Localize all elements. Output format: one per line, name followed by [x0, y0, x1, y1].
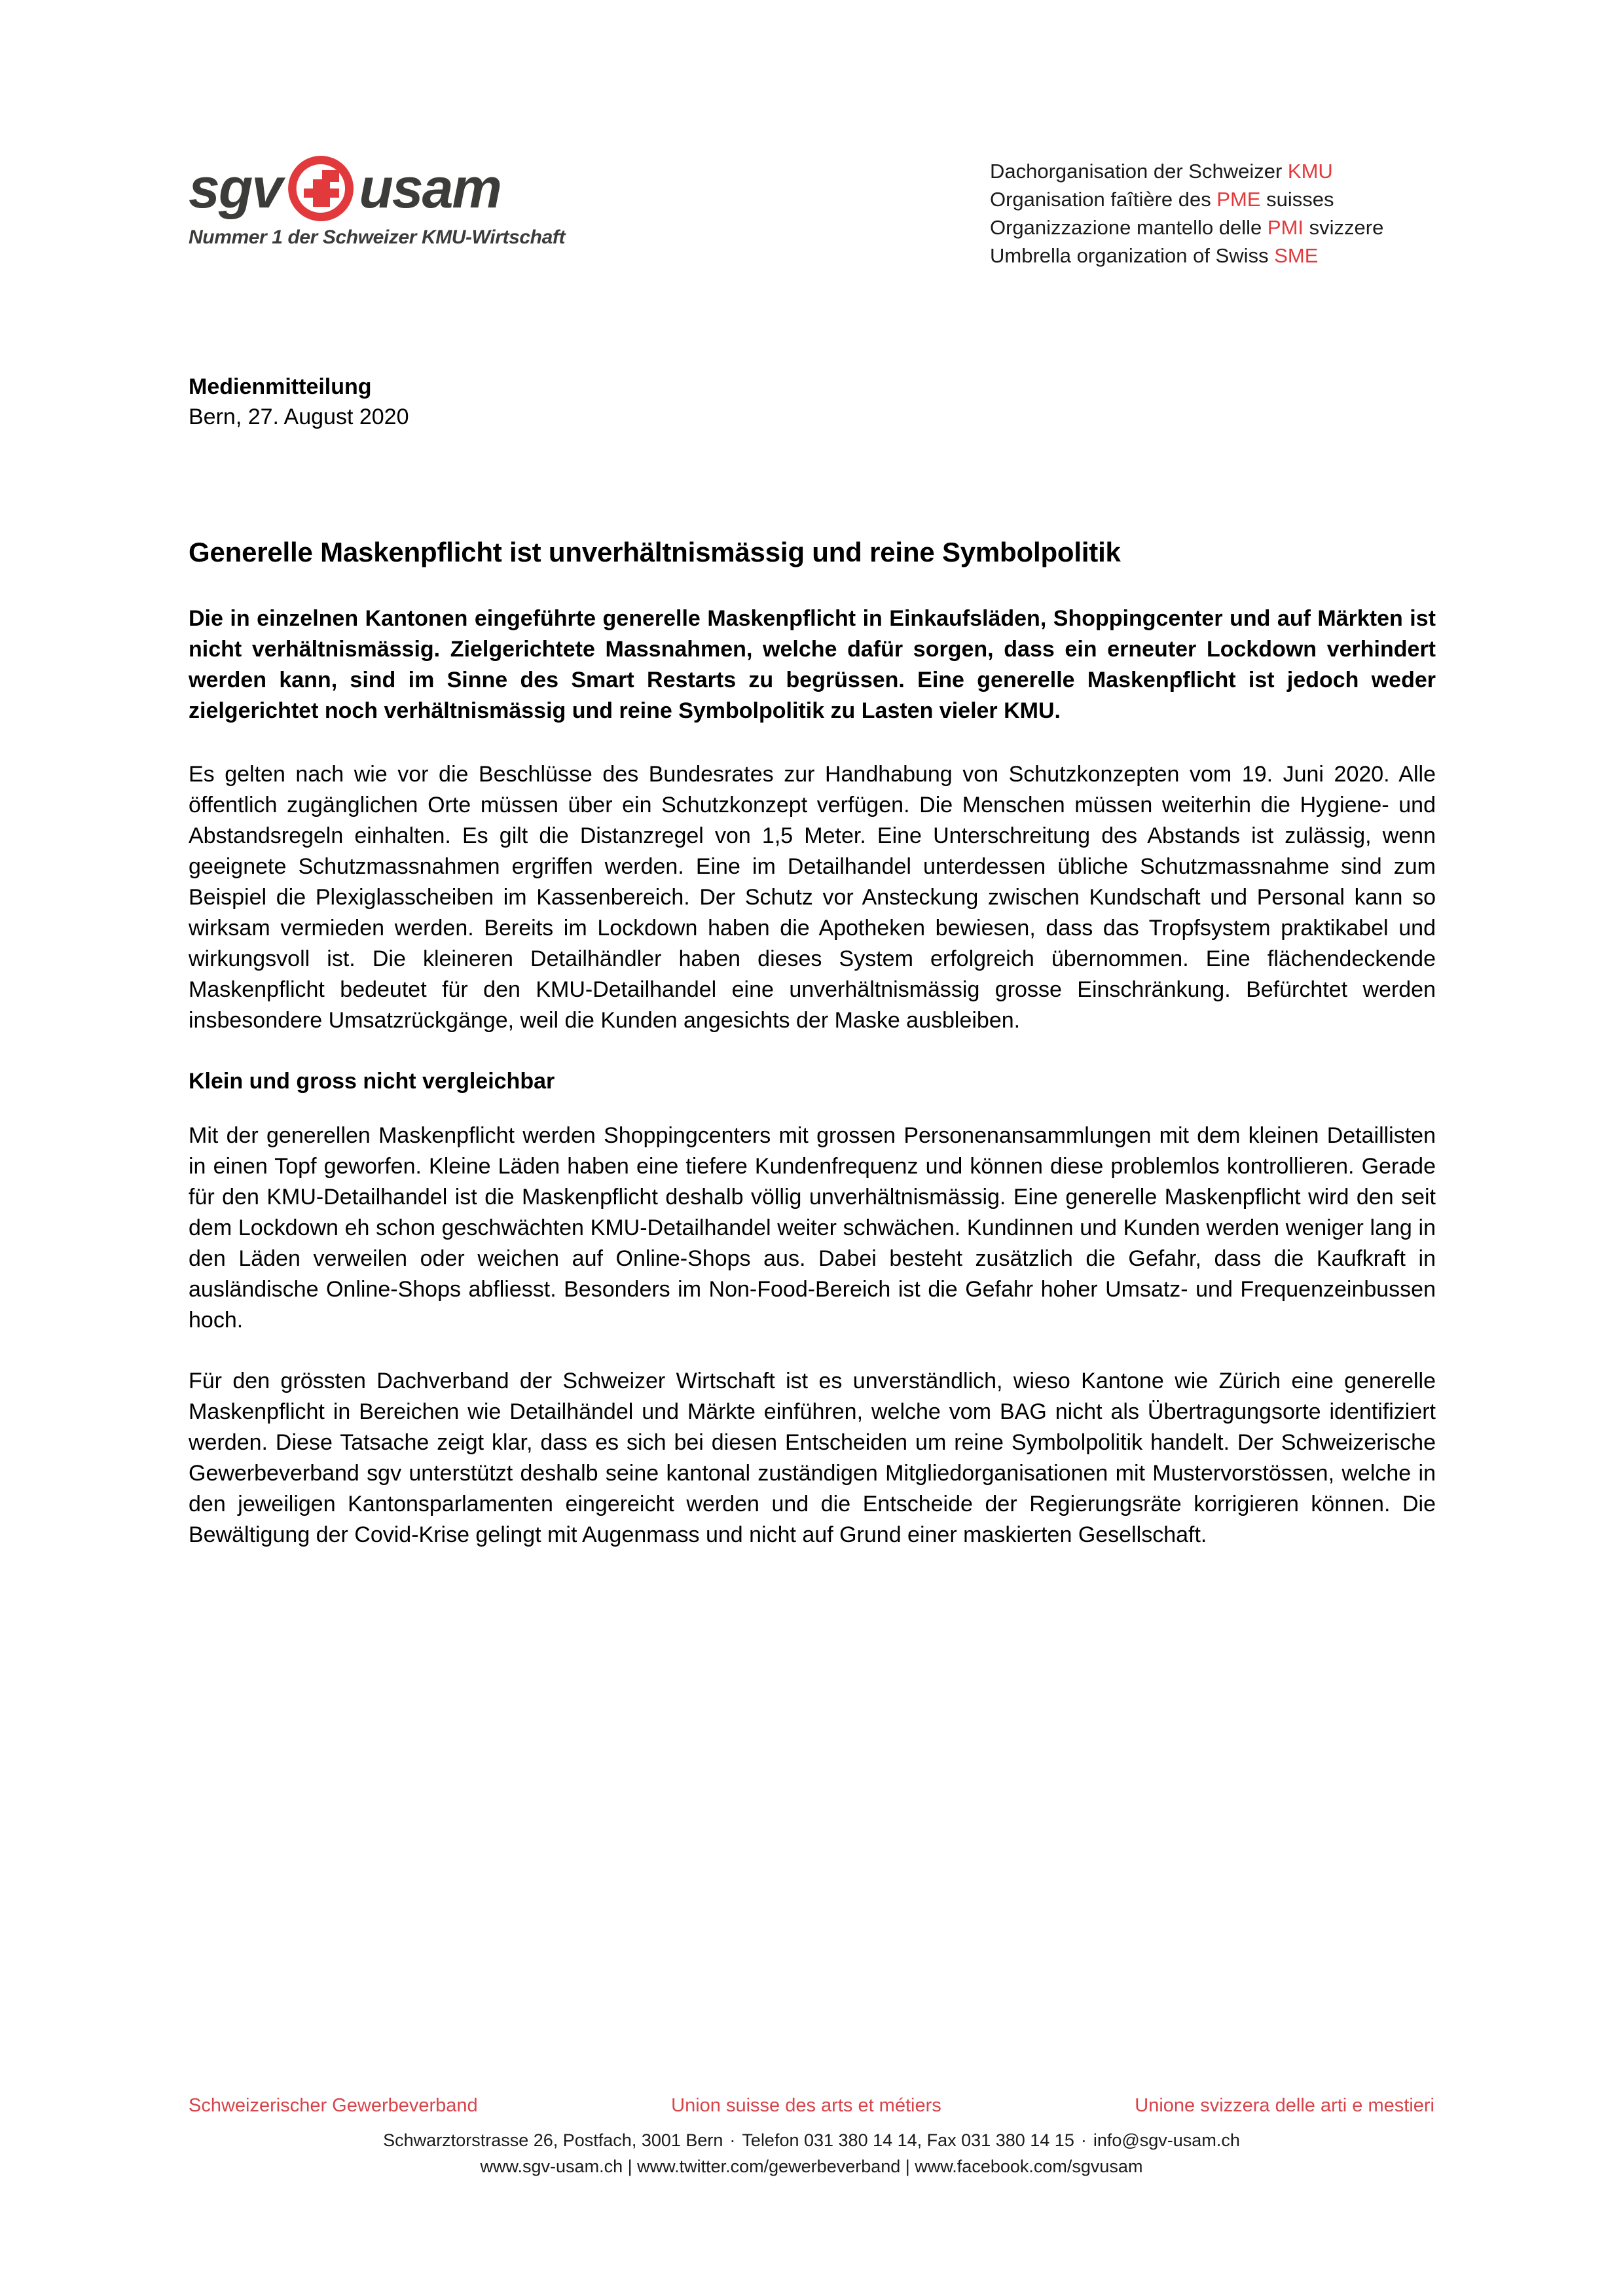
header-lang-it-prefix: Organizzazione mantello delle [990, 216, 1267, 239]
section-heading: Klein und gross nicht vergleichbar [189, 1069, 555, 1094]
header-language-line-it [990, 213, 1383, 242]
header-lang-en-prefix: Umbrella organization of Swiss [990, 244, 1275, 267]
footer-contact-line-2[interactable]: www.sgv-usam.ch | www.twitter.com/gewerbeverband | www.facebook.com/sgvusam [480, 2157, 1143, 2176]
document-body [189, 535, 1436, 1581]
sgv-usam-logo [189, 156, 594, 249]
body-paragraph-1: Es gelten nach wie vor die Beschlüsse des Bundesrates zur Handhabung von Schutzkonzepten vom 19. Juni 2020. Alle öffentlich zugänglichen Orte müssen über ein Schutzkonzept verfügen. Die Menschen müssen weiterhin die Hygiene- und Abstandsregeln einhalten. Es gilt die Distanzregel von 1,5 Meter. Eine Unterschreitung des Abstands ist zulässig, wenn geeignete Schutzmassnahmen ergriffen werden. Eine im Detailhandel unterdessen übliche Schutzmassnahme sind zum Beispiel die Plexiglasscheiben im Kassenbereich. Der Schutz vor Ansteckung zwischen Kundschaft und Personal kann so wirksam vermieden werden. Bereits im Lockdown haben die Apotheken bewiesen, dass das Tropfsystem praktikabel und wirkungsvoll ist. Die kleineren Detailhändler haben dieses System erfolgreich übernommen. Eine flächendeckende Maskenpflicht bedeutet für den KMU-Detailhandel eine unverhältnismässig grosse Einschränkung. Befürchtet werden insbesondere Umsatzrückgänge, weil die Kunden angesichts der Maske ausbleiben. [189, 762, 1436, 1033]
footer-contact-block [0, 2127, 1623, 2179]
header-lang-fr-prefix: Organisation faîtière des [990, 188, 1217, 211]
header-lang-de-accent: KMU [1287, 160, 1333, 183]
footer-separator-1: · [729, 2130, 736, 2150]
header-lang-en-accent: SME [1274, 244, 1319, 267]
footer-separator-2: · [1080, 2130, 1087, 2150]
footer-contact-line-1 [0, 2127, 1623, 2153]
body-paragraph-2: Mit der generellen Maskenpflicht werden Shoppingcenters mit grossen Personenansammlungen mit dem kleinen Detaillisten in einen Topf geworfen. Kleine Läden haben eine tiefere Kundenfrequenz und können diese problemlos kontrollieren. Gerade für den KMU-Detailhandel ist die Maskenpflicht deshalb völlig unverhältnismässig. Eine generelle Maskenpflicht wird den seit dem Lockdown eh schon geschwächten KMU-Detailhandel weiter schwächen. Kundinnen und Kunden werden weniger lang in den Läden verweilen oder weichen auf Online-Shops aus. Dabei besteht zusätzlich die Gefahr, dass die Kaufkraft in ausländische Online-Shops abfliesst. Besonders im Non-Food-Bereich ist die Gefahr hoher Umsatz- und Frequenzeinbussen hoch. [189, 1123, 1436, 1333]
place-and-date: Bern, 27. August 2020 [189, 404, 409, 429]
document-header [0, 0, 1623, 308]
page-title: Generelle Maskenpflicht ist unverhältnismässig und reine Symbolpolitik [189, 537, 1121, 567]
header-language-line-de [990, 157, 1383, 185]
header-lang-fr-accent: PME [1216, 188, 1261, 211]
header-language-line-en [990, 242, 1383, 270]
document-type-label: Medienmitteilung [189, 374, 372, 399]
header-lang-de-prefix: Dachorganisation der Schweizer [990, 160, 1288, 183]
footer-org-name-fr: Union suisse des arts et métiers [671, 2095, 941, 2116]
logo-wordmark [189, 156, 594, 221]
footer-org-name-it: Unione svizzera delle arti e mestieri [1135, 2095, 1434, 2116]
header-lang-fr-suffix: suisses [1260, 188, 1334, 211]
header-lang-it-suffix: svizzere [1304, 216, 1384, 239]
header-language-line-fr [990, 185, 1383, 213]
footer-email-link[interactable]: info@sgv-usam.ch [1093, 2130, 1240, 2150]
header-language-lines [990, 157, 1383, 270]
body-paragraph-3: Für den grössten Dachverband der Schweizer Wirtschaft ist es unverständlich, wieso Kantone wie Zürich eine generelle Maskenpflicht in Bereichen wie Detailhändel und Märkte einführen, welche vom BAG nicht als Übertragungsorte identifiziert werden. Diese Tatsache zeigt klar, dass es sich bei diesen Entscheiden um reine Symbolpolitik handelt. Der Schweizerische Gewerbeverband sgv unterstützt deshalb seine kantonal zuständigen Mitgliedorganisationen mit Mustervorstössen, welche in den jeweiligen Kantonsparlamenten eingereicht werden und die Entscheide der Regierungsräte korrigieren können. Die Bewältigung der Covid-Krise gelingt mit Augenmass und nicht auf Grund einer maskierten Gesellschaft. [189, 1369, 1436, 1547]
swiss-cross-circle-icon [284, 152, 357, 225]
footer-org-name-de: Schweizerischer Gewerbeverband [189, 2095, 478, 2116]
logo-word-sgv: sgv [189, 157, 282, 220]
logo-tagline: Nummer 1 der Schweizer KMU-Wirtschaft [189, 226, 566, 248]
document-footer [0, 2093, 1623, 2179]
lead-paragraph: Die in einzelnen Kantonen eingeführte generelle Maskenpflicht in Einkaufsläden, Shoppingcenter und auf Märkten ist nicht verhältnismässig. Zielgerichtete Massnahmen, welche dafür sorgen, dass ein erneuter Lockdown verhindert werden kann, sind im Sinne des Smart Restarts zu begrüssen. Eine generelle Maskenpflicht ist jedoch weder zielgerichtet noch verhältnismässig und reine Symbolpolitik zu Lasten vieler KMU. [189, 606, 1436, 723]
footer-address: Schwarztorstrasse 26, Postfach, 3001 Bern [383, 2130, 723, 2150]
footer-phone: Telefon 031 380 14 14, Fax 031 380 14 15 [742, 2130, 1074, 2150]
logo-word-usam: usam [359, 157, 501, 220]
header-lang-it-accent: PMI [1267, 216, 1304, 239]
footer-org-names [0, 2093, 1623, 2118]
document-meta [189, 372, 409, 432]
